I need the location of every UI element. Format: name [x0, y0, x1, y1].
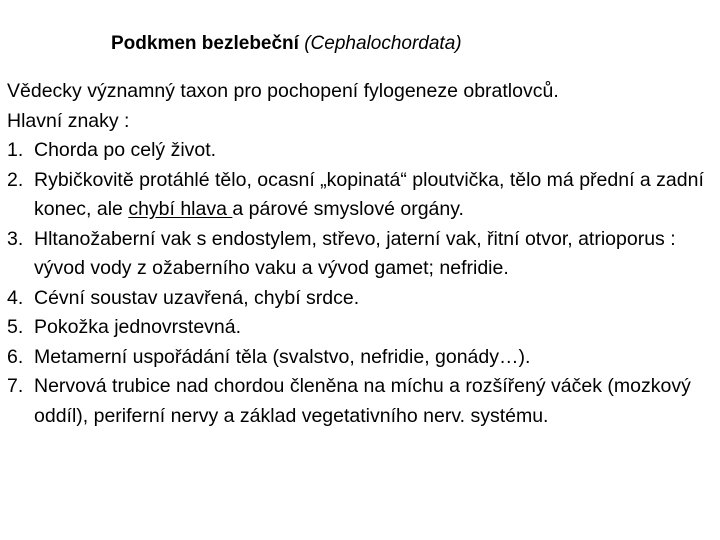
- list-item-4: [7, 284, 719, 314]
- item-number: 1.: [7, 139, 24, 161]
- list-item-7: [7, 372, 719, 431]
- underlined-phrase: chybí hlava: [128, 198, 233, 220]
- item-number: 2.: [7, 168, 24, 191]
- item-text: Cévní soustav uzavřená, chybí srdce.: [34, 286, 360, 309]
- item-text: Hltanožaberní vak s endostylem, střevo, jaterní vak, řitní otvor, atrioporus : vývod vody z ožaberního vaku a vývod gamet; nefridie.: [34, 227, 676, 279]
- list-item-2: [7, 166, 719, 225]
- item-number: 7.: [7, 375, 24, 397]
- slide-body: [7, 77, 719, 431]
- title-main: Podkmen bezlebeční: [111, 33, 299, 54]
- item-text: Nervová trubice nad chordou členěna na míchu a rozšířený váček (mozkový oddíl), periferní nervy a základ vegetativního nerv. systému.: [34, 375, 691, 427]
- intro-text: Vědecky významný taxon pro pochopení fylogeneze obratlovců.: [7, 80, 559, 102]
- slide-title: [111, 33, 462, 55]
- list-item-1: [7, 136, 719, 166]
- list-item-5: [7, 313, 719, 343]
- item-text: [34, 166, 719, 225]
- item-number: 4.: [7, 286, 24, 309]
- list-item-3: [7, 225, 719, 284]
- item-text: Chorda po celý život.: [34, 139, 217, 161]
- section-heading: Hlavní znaky :: [7, 109, 130, 132]
- item-text: Pokožka jednovrstevná.: [34, 316, 242, 338]
- item-text: Metamerní uspořádání těla (svalstvo, nefridie, gonády…).: [34, 345, 531, 368]
- list-item-6: [7, 343, 719, 373]
- item-number: 6.: [7, 345, 24, 368]
- item-number: 5.: [7, 316, 24, 338]
- item-number: 3.: [7, 227, 24, 250]
- item-text-part: a párové smyslové orgány.: [232, 198, 464, 220]
- title-latin: (Cephalochordata): [304, 33, 462, 54]
- item-text-part: Rybičkovitě protáhlé tělo, ocasní „kopinatá“ ploutvička, tělo má přední a zadní konec, ale: [34, 168, 704, 220]
